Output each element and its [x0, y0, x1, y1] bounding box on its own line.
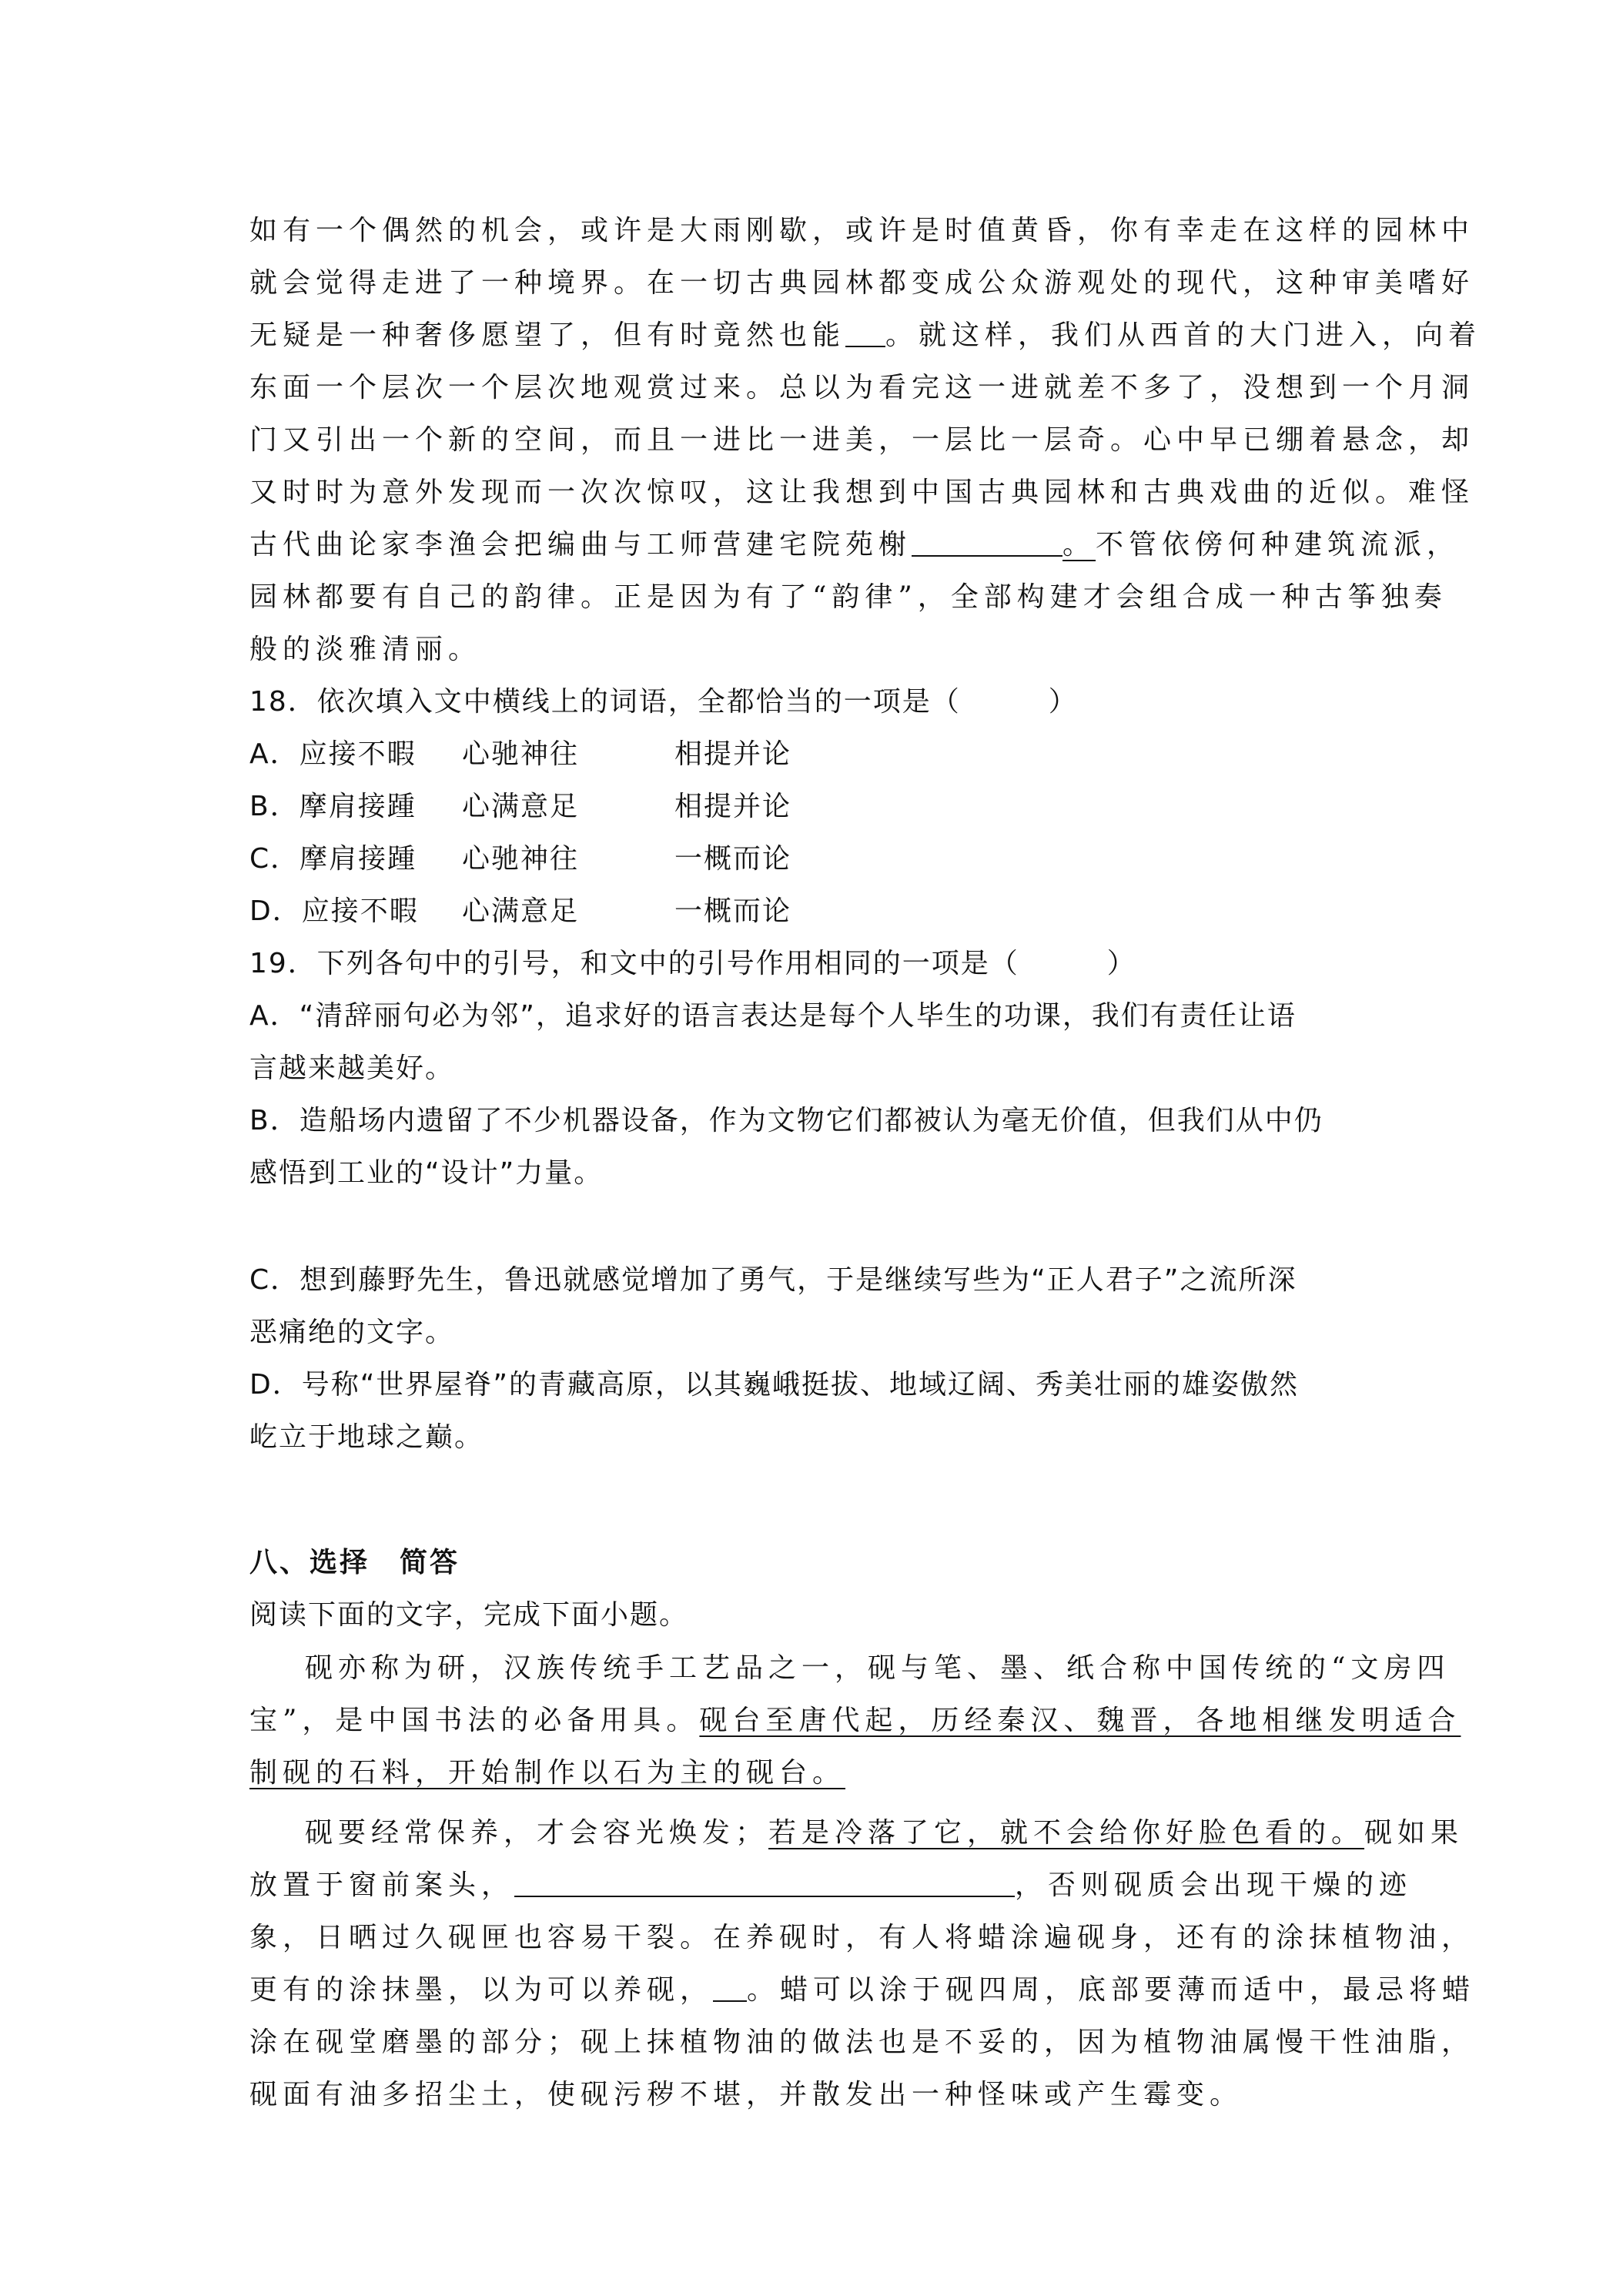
option-label: C．摩肩接踵 — [249, 843, 417, 875]
question-18-stem: 18．依次填入文中横线上的词语，全都恰当的一项是（ ） — [249, 686, 1078, 718]
q19-option-c-line2[interactable]: 恶痛绝的文字。 — [249, 1317, 455, 1348]
passage-line — [249, 269, 1474, 297]
passage-text: 。蜡可以涂于砚四周，底部要薄而适中，最忌将蜡 — [747, 1974, 1476, 2006]
passage-text: 不管依傍何种建筑流派， — [1096, 529, 1461, 561]
q18-option-a[interactable] — [249, 738, 792, 770]
fill-blank — [912, 532, 1062, 557]
underlined-text: 制砚的石料，开始制作以石为主的砚台。 — [249, 1757, 846, 1789]
fill-blank — [713, 1977, 747, 2002]
passage-line — [249, 1924, 1474, 1952]
passage-text: 放置于窗前案头， — [249, 1869, 515, 1901]
q19-option-c-line1[interactable]: C．想到藤野先生，鲁迅就感觉增加了勇气，于是继续写些为“正人君子”之流所深 — [249, 1264, 1297, 1296]
passage-line — [249, 1869, 1413, 1901]
passage-line — [249, 636, 481, 664]
passage-text: 更有的涂抹墨，以为可以养砚， — [249, 1974, 714, 2006]
q19-option-b-line2[interactable]: 感悟到工业的“设计”力量。 — [249, 1157, 604, 1189]
underlined-text: 砚台至唐代起，历经秦汉、魏晋，各地相继发明适合 — [699, 1705, 1461, 1736]
option-word: 心驰神往 — [462, 843, 580, 875]
passage-line — [249, 1759, 845, 1787]
passage-line — [249, 217, 1474, 245]
q19-option-d-line2[interactable]: 屹立于地球之巅。 — [249, 1421, 484, 1453]
underlined-text: 若是冷落了它，就不会给你好脸色看的。 — [768, 1817, 1365, 1849]
passage-line — [249, 322, 1481, 350]
q18-option-d[interactable] — [249, 895, 792, 927]
passage-text: 。 — [1062, 529, 1096, 561]
passage-line — [249, 479, 1474, 507]
passage-text: 象，日晒过久砚匣也容易干裂。在养砚时，有人将蜡涂遍砚身，还有的涂抹植物油， — [249, 1922, 1475, 1953]
option-word: 相提并论 — [674, 738, 792, 770]
section-heading: 八、选择 简答 — [249, 1547, 460, 1578]
fill-blank — [845, 323, 885, 347]
passage-text: 无疑是一种奢侈愿望了，但有时竟然也能 — [249, 320, 846, 351]
option-label: D．应接不暇 — [249, 895, 419, 927]
passage-text: 砚要经常保养，才会容光焕发； — [305, 1817, 769, 1849]
passage-text: 园林都要有自己的韵律。正是因为有了“韵律”，全部构建才会组合成一种古筝独奏 — [249, 581, 1447, 613]
passage-line — [305, 1819, 1464, 1847]
passage-text: 门又引出一个新的空间，而且一进比一进美，一层比一层奇。心中早已绷着悬念，却 — [249, 424, 1475, 456]
option-word: 一概而论 — [674, 843, 792, 875]
passage-line — [249, 581, 1447, 613]
q19-option-d-line1[interactable]: D．号称“世界屋脊”的青藏高原，以其巍峨挺拔、地域辽阔、秀美壮丽的雄姿傲然 — [249, 1369, 1300, 1401]
passage-text: 宝”，是中国书法的必备用具。 — [249, 1705, 700, 1736]
option-label: A．应接不暇 — [249, 738, 417, 770]
q19-option-a-line1[interactable]: A．“清辞丽句必为邻”，追求好的语言表达是每个人毕生的功课，我们有责任让语 — [249, 1000, 1297, 1032]
passage-text: 就会觉得走进了一种境界。在一切古典园林都变成公众游观处的现代，这种审美嗜好 — [249, 267, 1475, 299]
passage-text: 砚亦称为研，汉族传统手工艺品之一，砚与笔、墨、纸合称中国传统的“文房四 — [305, 1652, 1451, 1684]
passage-line — [249, 2081, 1243, 2109]
passage-text: 东面一个层次一个层次地观赏过来。总以为看完这一进就差不多了，没想到一个月洞 — [249, 372, 1475, 403]
passage-line — [305, 1652, 1451, 1684]
option-label: B．摩肩接踵 — [249, 791, 417, 822]
option-word: 心满意足 — [462, 895, 580, 927]
passage-line — [249, 374, 1474, 402]
passage-text: 如有一个偶然的机会，或许是大雨刚歇，或许是时值黄昏，你有幸走在这样的园林中 — [249, 215, 1475, 246]
passage-text: ，否则砚质会出现干燥的迹 — [1015, 1869, 1413, 1901]
question-19-stem: 19．下列各句中的引号，和文中的引号作用相同的一项是（ ） — [249, 948, 1136, 979]
passage-text: 古代曲论家李渔会把编曲与工师营建宅院苑榭 — [249, 529, 912, 561]
passage-text: 又时时为意外发现而一次次惊叹，这让我想到中国古典园林和古典戏曲的近似。难怪 — [249, 477, 1475, 508]
q18-option-c[interactable] — [249, 845, 791, 873]
passage-line — [249, 2029, 1474, 2057]
q18-option-b[interactable] — [249, 793, 791, 821]
passage-text: 。就这样，我们从西首的大门进入，向着 — [885, 320, 1482, 351]
passage-text: 涂在砚堂磨墨的部分；砚上抹植物油的做法也是不妥的，因为植物油属慢干性油脂， — [249, 2027, 1475, 2058]
section-intro: 阅读下面的文字，完成下面小题。 — [249, 1599, 689, 1631]
passage-text: 般的淡雅清丽。 — [249, 634, 482, 665]
passage-line — [249, 1976, 1475, 2004]
passage-text: 砚面有油多招尘土，使砚污秽不堪，并散发出一种怪味或产生霉变。 — [249, 2079, 1243, 2110]
option-word: 一概而论 — [674, 895, 792, 927]
option-word: 心驰神往 — [462, 738, 580, 770]
q19-option-a-line2[interactable]: 言越来越美好。 — [249, 1053, 455, 1084]
option-word: 相提并论 — [674, 791, 792, 822]
option-word: 心满意足 — [462, 791, 580, 822]
passage-line — [249, 1707, 1461, 1735]
q19-option-b-line1[interactable]: B．造船场内遗留了不少机器设备，作为文物它们都被认为毫无价值，但我们从中仍 — [249, 1105, 1323, 1136]
fill-blank — [514, 1873, 1015, 1897]
passage-text: 砚如果 — [1364, 1817, 1464, 1849]
passage-line — [249, 531, 1460, 559]
passage-line — [249, 424, 1475, 456]
